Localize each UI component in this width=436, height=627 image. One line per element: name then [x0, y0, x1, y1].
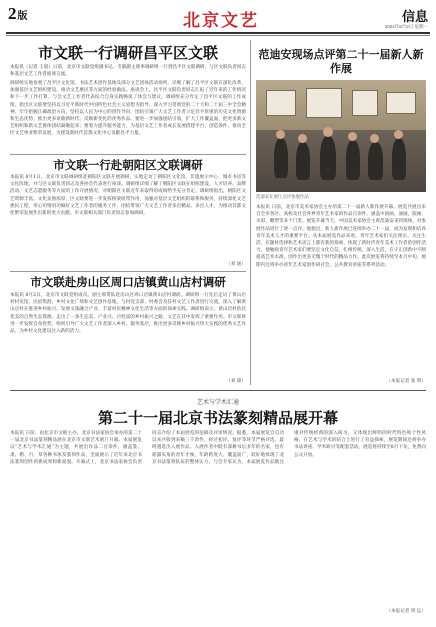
menkou-credit: （刘 锦） [226, 379, 246, 384]
header-rule [6, 32, 430, 34]
main-headline: 市文联一行调研昌平区文联 [37, 44, 218, 62]
header-rule-thin [6, 35, 430, 36]
column-divider [250, 40, 251, 385]
main-body: 调研组实地参观了昌平区文化馆、书法艺术创作基地及部分文艺团体活动场所，详细了解了昌平区文联在深化改革、加强基层文艺组织建设、推动文艺惠民等方面的经验做法。座谈会上，昌平区文联负责同志汇报了近年来的工作情况和下一步工作打算，与会文艺工作者代表结合自身实践畅谈了体会与建议。调研组充分肯定了昌平区文联的工作成绩，指出区文联要坚持以习近平新时代中国特色社会主义思想为指导，深入学习贯彻党的二十大和二十届三中全会精神，牢牢把握正确政治方向，坚持以人民为中心的创作导向，团结引领广大文艺工作者立足昌平厚重的历史文化资源和生态优势，推出更多讴歌新时代、反映新变化的优秀作品。要进一步加强团结引领，扩大工作覆盖面，把更多新文艺组织和新文艺群体团结凝聚起来；要着力提升服务能力，为基层文艺工作者成长发展搭建平台、创造条件，推动全区文艺事业繁荣发展，为建设新时代首都文化中心贡献昌平力量。 [10, 81, 246, 137]
divider [10, 271, 246, 272]
publication-date: 2024年8月2日 星期一 [384, 24, 428, 29]
calligraphy-body: 本报讯 日前，由北京市文联主办、北京书法家协会承办的第二十一届北京书法篆刻精品展在北京市文联艺术展厅开幕。本届展览以“艺术与学术汇通”为主题，共展出作品二百余件，涵盖篆、隶、楷、行、草各种书体及篆刻作品，全面展示了近年来北京书法篆刻创作的新成果和新面貌。开幕式上，北京书法家协会负责同志介绍了本届展览的征稿及评审情况。据悉，本届展览自启动以来共收到来稿三千余件，经过初评、复评等环节严格评选，最终遴选出入展作品。入展作者中既有深耕书坛多年的名家，也有崭露头角的青年才俊，年龄跨度大、覆盖面广，较好地体现了北京书法篆刻队伍的整体实力。与会专家认为，本届展览作品既注重对传统经典的深入研习，又体现出鲜明的时代特色和个性风格，在艺术与学术的结合上进行了有益探索。展览期间还将举办书法讲座、学术研讨等配套活动，展览将持续至8月下旬，免费向公众开放。 [10, 431, 426, 465]
exhibition-photo [256, 80, 426, 192]
page-header [6, 4, 430, 34]
review-body: 本报讯 日前，北京市美术家协会主办的第二十一届新人新作展开幕。展览共展出来自全市各区、高校及社会各界青年艺术家的作品百余件，涵盖中国画、油画、版画、水彩、雕塑等多个门类。展览开幕当天，中国美术家协会主席范迪安来到现场，对参展作品进行了逐一点评。他指出，新人新作展已连续举办二十一届，成为发现和培养青年美术人才的重要平台。从本届展览作品来看，青年艺术家们关注现实、关注生活，在题材选择和艺术语言上都有新的探索，体现了新时代青年美术工作者的创作活力。他勉励青年艺术家们要坚定文化自信，扎根传统、深入生活，在守正创新中不断提高艺术水准，创作出更多无愧于时代的精品力作。此次展览将持续至本月中旬，展期内还将举办青年艺术家创作研讨会、公共教育讲座等系列活动。 [256, 205, 426, 268]
review-headline: 范迪安现场点评第二十一届新人新作展 [258, 48, 424, 75]
review-credit: （本报记者 张 明） [386, 379, 426, 384]
menkou-body: 本报讯 8月2日，北京市文联党组成员、副主席带队赴房山区周口店镇黄山店村调研。调研组一行先后走访了黄山店村村史馆、民宿集群、乡村文化广场和文艺创作基地，与村党支部、村委会及驻村文艺工作者进行交流，深入了解黄山店村在推进乡村振兴、发展文旅融合产业、丰富村民精神文化生活等方面的探索实践。调研组表示，黄山店村依托优美的自然生态资源，走出了一条生态美、产业兴、百姓富的乡村振兴之路，文艺在其中发挥了重要作用。市文联将进一步发挥自身优势，组织引导广大文艺工作者深入乡村、服务基层，推出更多反映乡村振兴伟大实践的优秀文艺作品，为乡村文化建设注入新的活力。 [10, 293, 246, 335]
section-label: 信息 [401, 10, 428, 25]
divider [10, 154, 246, 155]
chaoyang-body: 本报讯 8月1日，北京市文联调研组赴朝阳区文联开展调研，实地走访了朝阳区文化馆、非遗展示中心、城市书房等文化阵地，并与区文联负责同志及各协会代表进行座谈。调研组详细了解了朝阳区文联在组织建设、人才培养、品牌活动、文艺志愿服务等方面的工作开展情况，对朝阳区文联近年来取得的成绩给予充分肯定。调研组指出，朝阳区文艺资源丰富、文化氛围浓厚，区文联要进一步发挥桥梁纽带作用，加强对基层文艺组织的联系和服务，持续深化文艺惠民工程，用心用情用功做好文艺工作者的服务工作，团结带领广大文艺工作者多出精品、多出人才，为推动首都文化繁荣发展作出新的更大贡献。市文联相关部门负责同志参加调研。 [10, 175, 246, 217]
divider [10, 390, 426, 391]
main-lead: 本报讯（记者 王晨）日前，北京市文联党组副书记、专职副主席率调研组一行到昌平区文联调研，与区文联负责同志和基层文艺工作者座谈交流。 [10, 65, 246, 78]
photo-caption: 范迪安在展厅点评参展作品 [256, 195, 309, 200]
page-number: 2版 [8, 4, 28, 23]
chaoyang-headline: 市文联一行赴朝阳区文联调研 [53, 158, 203, 172]
menkou-headline: 市文联赴房山区周口店镇黄山店村调研 [30, 275, 226, 289]
calligraphy-credit: （本报记者 周 远） [386, 609, 426, 614]
chaoyang-credit: （刘 通） [226, 262, 246, 267]
calligraphy-kicker: 艺术与学术汇通 [196, 399, 239, 406]
masthead: 北京文艺 [183, 11, 259, 31]
calligraphy-headline: 第二十一届北京书法篆刻精品展开幕 [97, 409, 338, 427]
